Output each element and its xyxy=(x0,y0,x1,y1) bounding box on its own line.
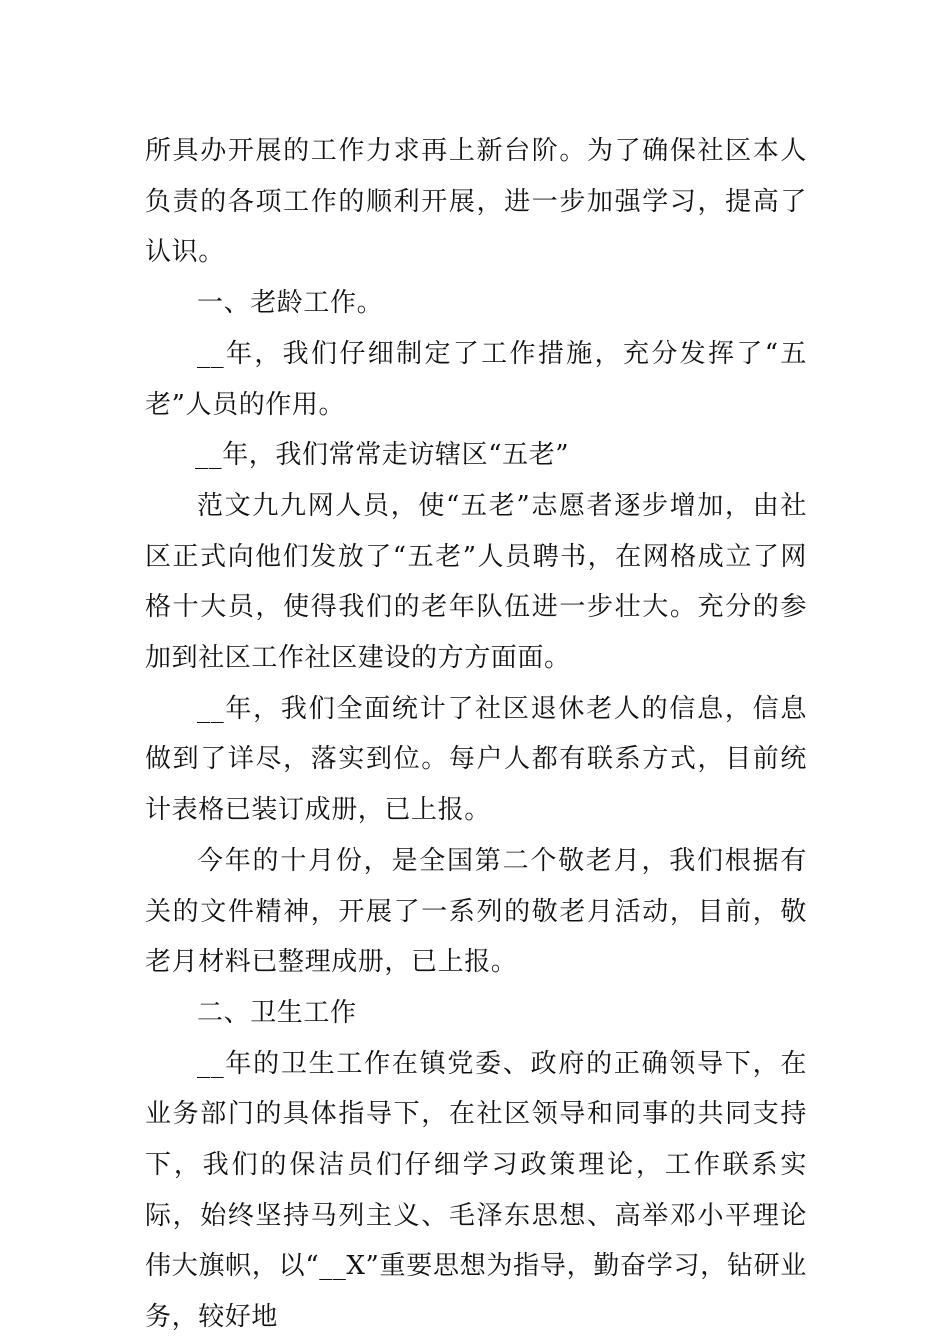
paragraph-sanitation: __年的卫生工作在镇党委、政府的正确领导下，在业务部门的具体指导下，在社区领导和同事的共同支持下，我们的保洁员们仔细学习政策理论，工作联系实际，始终坚持马列主义、毛泽东思想、高举邓小平理论伟大旗帜，以“__X”重要思想为指导，勤奋学习，钻研业务，较好地 xyxy=(145,1048,807,1333)
paragraph-elderly-visits: __年，我们常常走访辖区“五老” xyxy=(195,440,570,471)
paragraph-elderly-measures: __年，我们仔细制定了工作措施，充分发挥了“五老”人员的作用。 xyxy=(145,338,807,420)
paragraph-volunteers: 范文九九网人员，使“五老”志愿者逐步增加，由社区正式向他们发放了“五老”人员聘书，在网格成立了网格十大员，使得我们的老年队伍进一步壮大。充分的参加到社区工作社区建设的方方面面。 xyxy=(145,490,807,674)
document-body xyxy=(145,126,807,1343)
section-heading-elderly-work: 一、老龄工作。 xyxy=(197,288,384,319)
paragraph-respect-month: 今年的十月份，是全国第二个敬老月，我们根据有关的文件精神，开展了一系列的敬老月活动，目前，敬老月材料已整理成册，已上报。 xyxy=(145,845,807,978)
paragraph-intro: 所具办开展的工作力求再上新台阶。为了确保社区本人负责的各项工作的顺利开展，进一步加强学习，提高了认识。 xyxy=(145,136,807,268)
section-heading-sanitation-work: 二、卫生工作 xyxy=(197,997,357,1028)
paragraph-retiree-statistics: __年，我们全面统计了社区退休老人的信息，信息做到了详尽，落实到位。每户人都有联系方式，目前统计表格已装订成册，已上报。 xyxy=(145,693,807,826)
